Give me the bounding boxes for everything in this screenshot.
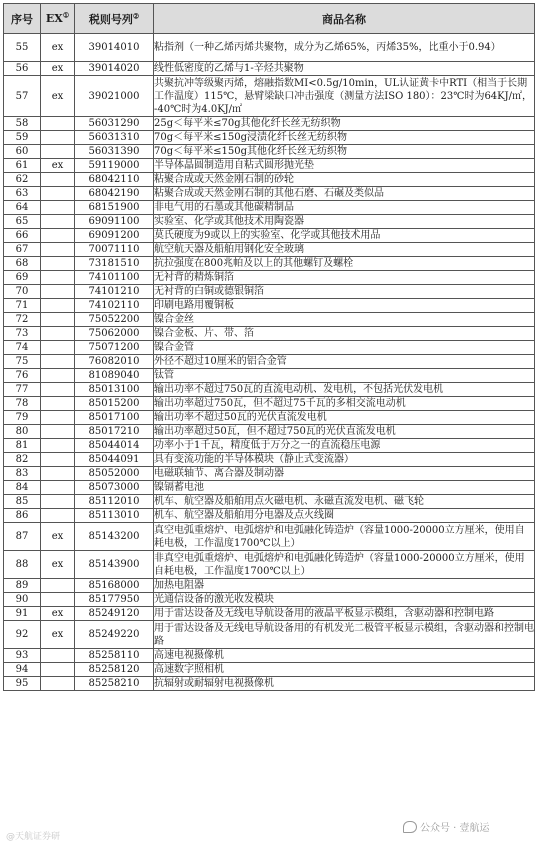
header-ex: EX①: [41, 4, 75, 34]
cell-seq: 74: [4, 341, 41, 355]
cell-name: 输出功率不超过50瓦的光伏直流发电机: [154, 411, 535, 425]
cell-name: 无衬背的白铜或德银铜箔: [154, 285, 535, 299]
cell-code: 75062000: [75, 327, 154, 341]
cell-code: 73181510: [75, 257, 154, 271]
watermark-right-text: 公众号 · 壹航运: [420, 823, 490, 834]
cell-ex: ex: [41, 34, 75, 62]
cell-code: 85168000: [75, 579, 154, 593]
cell-name: 输出功率超过50瓦，但不超过750瓦的光伏直流发电机: [154, 425, 535, 439]
table-row: [4, 481, 535, 495]
cell-ex: [41, 593, 75, 607]
cell-ex: [41, 397, 75, 411]
cell-ex: [41, 257, 75, 271]
watermark-left: @天航证券研: [6, 832, 61, 842]
cell-code: 56031390: [75, 145, 154, 159]
table-row: [4, 159, 535, 173]
cell-ex: [41, 145, 75, 159]
cell-seq: 85: [4, 495, 41, 509]
cell-ex: [41, 481, 75, 495]
cell-seq: 78: [4, 397, 41, 411]
cell-name: 功率小于1千瓦，精度低于万分之一的直流稳压电源: [154, 439, 535, 453]
cell-ex: [41, 383, 75, 397]
cell-seq: 93: [4, 649, 41, 663]
table-row: [4, 355, 535, 369]
cell-ex: [41, 439, 75, 453]
cell-code: 85258110: [75, 649, 154, 663]
cell-ex: [41, 411, 75, 425]
table-row: [4, 131, 535, 145]
cell-code: 85249120: [75, 607, 154, 621]
cell-code: 56031310: [75, 131, 154, 145]
cell-code: 56031290: [75, 117, 154, 131]
cell-seq: 56: [4, 62, 41, 76]
table-row: [4, 593, 535, 607]
cell-ex: [41, 313, 75, 327]
cell-name: 粘聚合成或天然金刚石制的其他石磨、石碾及类似品: [154, 187, 535, 201]
cell-seq: 76: [4, 369, 41, 383]
table-row: [4, 551, 535, 579]
cell-name: 抗辐射或耐辐射电视摄像机: [154, 677, 535, 691]
cell-name: 加热电阻器: [154, 579, 535, 593]
cell-name: 输出功率超过750瓦，但不超过75千瓦的多相交流电动机: [154, 397, 535, 411]
cell-code: 69091100: [75, 215, 154, 229]
cell-code: 70071110: [75, 243, 154, 257]
cell-ex: [41, 187, 75, 201]
cell-seq: 81: [4, 439, 41, 453]
cell-seq: 95: [4, 677, 41, 691]
table-row: [4, 299, 535, 313]
cell-code: 85249220: [75, 621, 154, 649]
cell-name: 镍合金板、片、带、箔: [154, 327, 535, 341]
cell-code: 74101210: [75, 285, 154, 299]
table-row: [4, 341, 535, 355]
cell-seq: 83: [4, 467, 41, 481]
cell-ex: [41, 229, 75, 243]
cell-ex: [41, 677, 75, 691]
table-row: [4, 509, 535, 523]
wechat-icon: [403, 821, 417, 833]
cell-seq: 70: [4, 285, 41, 299]
cell-code: 39021000: [75, 76, 154, 117]
cell-name: 光通信设备的激光收发模块: [154, 593, 535, 607]
table-row: [4, 187, 535, 201]
cell-seq: 68: [4, 257, 41, 271]
cell-seq: 64: [4, 201, 41, 215]
cell-seq: 88: [4, 551, 41, 579]
footnote-marker: ②: [132, 10, 140, 20]
cell-ex: [41, 369, 75, 383]
cell-name: 高速电视摄像机: [154, 649, 535, 663]
cell-name: 印刷电路用覆铜板: [154, 299, 535, 313]
table-row: [4, 663, 535, 677]
table-row: [4, 677, 535, 691]
table-row: [4, 607, 535, 621]
cell-seq: 89: [4, 579, 41, 593]
table-row: [4, 145, 535, 159]
cell-name: 用于雷达设备及无线电导航设备用的有机发光二极管平板显示模组，含驱动器和控制电路: [154, 622, 534, 647]
cell-seq: 55: [4, 34, 41, 62]
cell-name: 钛管: [154, 369, 535, 383]
cell-code: 76082010: [75, 355, 154, 369]
cell-seq: 87: [4, 523, 41, 551]
cell-name: 25g＜每平米≤70g其他化纤长丝无纺织物: [154, 117, 535, 131]
cell-code: 74102110: [75, 299, 154, 313]
cell-name: 无衬背的精炼铜箔: [154, 271, 535, 285]
cell-ex: [41, 649, 75, 663]
cell-code: 81089040: [75, 369, 154, 383]
cell-ex: [41, 663, 75, 677]
table-row: [4, 271, 535, 285]
cell-ex: [41, 327, 75, 341]
cell-seq: 90: [4, 593, 41, 607]
table-row: [4, 62, 535, 76]
cell-name: 航空航天器及船舶用钢化安全玻璃: [154, 243, 535, 257]
cell-ex: ex: [41, 62, 75, 76]
cell-ex: [41, 285, 75, 299]
cell-code: 75071200: [75, 341, 154, 355]
cell-name: 镍合金管: [154, 341, 535, 355]
cell-code: 85177950: [75, 593, 154, 607]
cell-code: 85073000: [75, 481, 154, 495]
cell-ex: ex: [41, 621, 75, 649]
table-row: [4, 243, 535, 257]
cell-ex: [41, 425, 75, 439]
cell-seq: 66: [4, 229, 41, 243]
cell-ex: [41, 355, 75, 369]
cell-code: 85258120: [75, 663, 154, 677]
cell-ex: [41, 215, 75, 229]
cell-ex: [41, 453, 75, 467]
cell-name: 粘指剂（一种乙烯丙烯共聚物，成分为乙烯65%，丙烯35%，比重小于0.94）: [154, 34, 535, 62]
cell-seq: 59: [4, 131, 41, 145]
cell-ex: [41, 341, 75, 355]
table-row: [4, 201, 535, 215]
cell-ex: [41, 201, 75, 215]
cell-code: 75052200: [75, 313, 154, 327]
table-row: [4, 34, 535, 62]
cell-name: 外径不超过10厘米的铝合金管: [154, 355, 535, 369]
cell-seq: 79: [4, 411, 41, 425]
table-row: [4, 397, 535, 411]
table-row: [4, 621, 535, 649]
cell-ex: [41, 131, 75, 145]
table-row: [4, 467, 535, 481]
table-row: [4, 229, 535, 243]
cell-code: 39014020: [75, 62, 154, 76]
cell-seq: 67: [4, 243, 41, 257]
table-row: [4, 383, 535, 397]
table-row: [4, 453, 535, 467]
cell-ex: [41, 509, 75, 523]
cell-name: 莫氏硬度为9或以上的实验室、化学或其他技术用品: [154, 229, 535, 243]
cell-ex: ex: [41, 607, 75, 621]
cell-code: 85017210: [75, 425, 154, 439]
table-row: [4, 117, 535, 131]
cell-code: 69091200: [75, 229, 154, 243]
cell-seq: 80: [4, 425, 41, 439]
cell-code: 85112010: [75, 495, 154, 509]
cell-name: 70g＜每平米≤150g其他化纤长丝无纺织物: [154, 145, 535, 159]
cell-name: 线性低密度的乙烯与1-辛烃共聚物: [154, 62, 535, 76]
cell-code: 85258210: [75, 677, 154, 691]
cell-name: 粘聚合成或天然金刚石制的砂轮: [154, 173, 535, 187]
table-row: [4, 173, 535, 187]
cell-seq: 57: [4, 76, 41, 117]
cell-ex: [41, 173, 75, 187]
cell-seq: 61: [4, 159, 41, 173]
cell-seq: 62: [4, 173, 41, 187]
cell-name: 共聚抗冲等级聚丙烯，熔融指数MI<0.5g/10min，UL认证黄卡中RTI（相当于长期工作温度）115℃，悬臂梁缺口冲击强度（测量方法ISO 180）：23℃时为64KJ/㎡，-40℃时为4.0KJ/㎡: [154, 76, 535, 117]
cell-seq: 91: [4, 607, 41, 621]
cell-seq: 77: [4, 383, 41, 397]
cell-code: 85143900: [75, 551, 154, 579]
table-row: [4, 76, 535, 117]
cell-ex: [41, 467, 75, 481]
cell-code: 68042110: [75, 173, 154, 187]
table-row: [4, 649, 535, 663]
header-seq: 序号: [4, 4, 41, 34]
cell-ex: ex: [41, 523, 75, 551]
cell-name: 具有变流功能的半导体模块（静止式变流器）: [154, 453, 535, 467]
cell-seq: 94: [4, 663, 41, 677]
cell-seq: 65: [4, 215, 41, 229]
header-code: 税则号列②: [75, 4, 154, 34]
cell-name: 70g＜每平米≤150g浸渍化纤长丝无纺织物: [154, 131, 535, 145]
cell-seq: 84: [4, 481, 41, 495]
cell-code: 68042190: [75, 187, 154, 201]
cell-seq: 73: [4, 327, 41, 341]
header-name: 商品名称: [154, 4, 535, 34]
cell-name: 真空电弧重熔炉、电弧熔炉和电弧融化铸造炉（容量1000-20000立方厘米，使用自耗电极，工作温度1700℃以上）: [154, 523, 535, 551]
cell-name: 机车、航空器及船舶用点火磁电机、永磁直流发电机、磁飞轮: [154, 495, 535, 509]
cell-code: 85015200: [75, 397, 154, 411]
table-row: [4, 327, 535, 341]
table-row: [4, 411, 535, 425]
footnote-marker: ①: [62, 10, 70, 20]
cell-seq: 58: [4, 117, 41, 131]
cell-name: 用于雷达设备及无线电导航设备用的液晶平板显示模组，含驱动器和控制电路: [154, 607, 535, 621]
cell-seq: 60: [4, 145, 41, 159]
cell-name: 机车、航空器及船舶用分电器及点火线圈: [154, 509, 535, 523]
cell-code: 85044014: [75, 439, 154, 453]
cell-code: 68151900: [75, 201, 154, 215]
cell-name: 镍镉蓄电池: [154, 481, 535, 495]
cell-name: 镍合金丝: [154, 313, 535, 327]
cell-code: 85013100: [75, 383, 154, 397]
cell-name: 高速数字照相机: [154, 663, 535, 677]
table-row: [4, 523, 535, 551]
cell-name: 电磁联轴节、离合器及制动器: [154, 467, 535, 481]
cell-name: 实验室、化学或其他技术用陶瓷器: [154, 215, 535, 229]
cell-code: 59119000: [75, 159, 154, 173]
cell-seq: 75: [4, 355, 41, 369]
cell-code: 85143200: [75, 523, 154, 551]
cell-name: 非电气用的石墨或其他碳精制品: [154, 201, 535, 215]
cell-ex: ex: [41, 76, 75, 117]
cell-name: 半导体晶圆制造用自粘式圆形抛光垫: [154, 159, 535, 173]
cell-code: 85017100: [75, 411, 154, 425]
cell-ex: [41, 579, 75, 593]
cell-code: 85052000: [75, 467, 154, 481]
table-row: [4, 313, 535, 327]
cell-ex: [41, 243, 75, 257]
cell-name: 非真空电弧重熔炉、电弧熔炉和电弧融化铸造炉（容量1000-20000立方厘米，使用自耗电极，工作温度1700℃以上）: [154, 551, 535, 579]
cell-ex: ex: [41, 551, 75, 579]
cell-name: 抗拉强度在800兆帕及以上的其他螺钉及螺栓: [154, 257, 535, 271]
header-row: [4, 4, 535, 34]
table-row: [4, 495, 535, 509]
table-row: [4, 285, 535, 299]
cell-seq: 63: [4, 187, 41, 201]
cell-seq: 69: [4, 271, 41, 285]
table-row: [4, 425, 535, 439]
cell-ex: ex: [41, 159, 75, 173]
cell-code: 39014010: [75, 34, 154, 62]
cell-seq: 92: [4, 621, 41, 649]
cell-code: 85113010: [75, 509, 154, 523]
tariff-table: [3, 3, 535, 691]
table-row: [4, 579, 535, 593]
cell-ex: [41, 495, 75, 509]
cell-name: 输出功率不超过750瓦的直流电动机、发电机，不包括光伏发电机: [154, 383, 535, 397]
cell-seq: 71: [4, 299, 41, 313]
cell-ex: [41, 271, 75, 285]
cell-ex: [41, 299, 75, 313]
table-row: [4, 257, 535, 271]
cell-seq: 82: [4, 453, 41, 467]
cell-code: 74101100: [75, 271, 154, 285]
cell-seq: 72: [4, 313, 41, 327]
cell-code: 85044091: [75, 453, 154, 467]
cell-seq: 86: [4, 509, 41, 523]
cell-ex: [41, 117, 75, 131]
table-body: [4, 34, 535, 691]
table-row: [4, 369, 535, 383]
table-row: [4, 439, 535, 453]
watermark-right: [400, 818, 493, 835]
table-row: [4, 215, 535, 229]
